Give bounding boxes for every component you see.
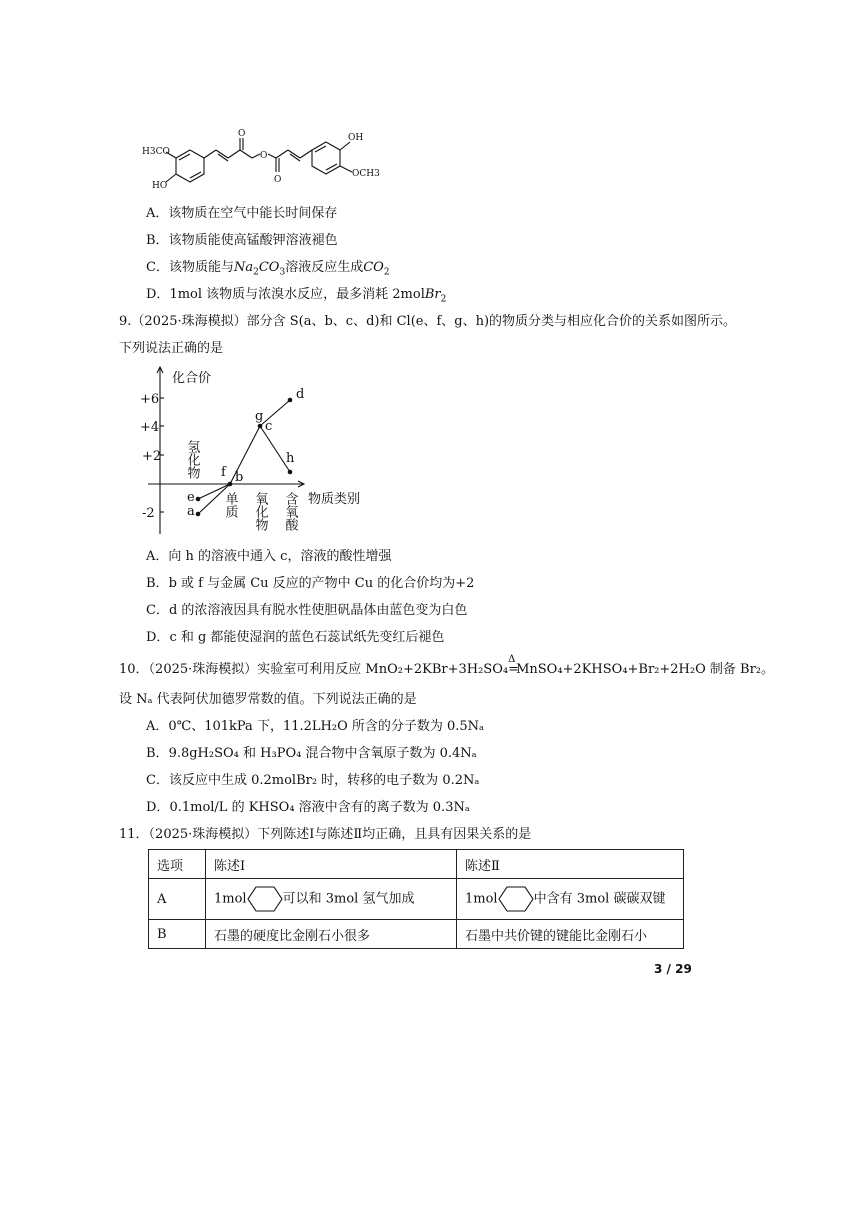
option-letter: B． bbox=[146, 233, 169, 248]
y-tick-label: +6 bbox=[140, 392, 160, 407]
option-letter: A． bbox=[146, 549, 169, 564]
left-benzene-ring bbox=[176, 150, 204, 182]
point-f-b bbox=[228, 482, 233, 487]
option-letter: B． bbox=[146, 576, 169, 591]
point-h bbox=[288, 470, 293, 475]
header-option: 选项 bbox=[149, 850, 206, 879]
y-tick-label: +2 bbox=[142, 449, 162, 464]
point-label-h: h bbox=[286, 451, 295, 466]
q9-stem-2: 下列说法正确的是 bbox=[119, 341, 224, 356]
option-letter: A． bbox=[146, 719, 169, 734]
point-g-c bbox=[258, 424, 263, 429]
option-text: b 或 f 与金属 Cu 反应的产物中 Cu 的化合价均为+2 bbox=[168, 576, 475, 591]
option-text: 该物质在空气中能长时间保存 bbox=[168, 206, 338, 221]
point-label-c: c bbox=[265, 419, 273, 434]
row-statement-2 bbox=[457, 879, 684, 920]
point-label-f: f bbox=[221, 465, 226, 480]
q8-option-c bbox=[146, 259, 390, 282]
option-text: 该物质能使高锰酸钾溶液褪色 bbox=[168, 233, 338, 248]
y-axis-label: 化合价 bbox=[172, 371, 212, 386]
option-letter: D． bbox=[146, 630, 170, 645]
row-statement-1 bbox=[206, 879, 457, 920]
point-label-e: e bbox=[187, 490, 195, 505]
option-letter: C． bbox=[146, 603, 169, 618]
q9-stem: 9.（2025·珠海模拟）部分含 S(a、b、c、d)和 Cl(e、f、g、h)的物质分类与相应化合价的关系如图所示。 bbox=[119, 314, 737, 329]
option-letter: B． bbox=[146, 746, 169, 761]
formula-part: Na bbox=[233, 260, 254, 275]
y-tick-label: -2 bbox=[142, 506, 155, 521]
q9-option-b bbox=[146, 575, 474, 593]
formula-sub: 2 bbox=[440, 294, 447, 305]
row-statement-1: 石墨的硬度比金刚石小很多 bbox=[206, 920, 457, 949]
table-row bbox=[149, 879, 684, 920]
formula-sub: 3 bbox=[279, 267, 286, 278]
keto-o-label: O bbox=[238, 129, 246, 139]
option-text: 该反应中生成 0.2molBr₂ 时，转移的电子数为 0.2Nₐ bbox=[168, 773, 480, 788]
q8-option-d bbox=[146, 286, 446, 309]
formula-sub: 2 bbox=[253, 267, 259, 278]
cell-text: 1mol bbox=[465, 891, 498, 907]
formula-part: Br bbox=[424, 287, 441, 302]
option-text: 向 h 的溶液中通入 c，溶液的酸性增强 bbox=[168, 549, 392, 564]
row-statement-2: 石墨中共价键的键能比金刚石小 bbox=[457, 920, 684, 949]
point-a bbox=[196, 512, 201, 517]
option-letter: C． bbox=[146, 773, 169, 788]
y-tick-label: +4 bbox=[140, 420, 160, 435]
option-text: 0℃、101kPa 下，11.2LH₂O 所含的分子数为 0.5Nₐ bbox=[168, 719, 485, 734]
cell-text: 1mol bbox=[214, 891, 247, 907]
table-row bbox=[149, 920, 684, 949]
left-top-label: H3CO bbox=[142, 147, 170, 157]
option-text: 该物质能与 bbox=[168, 260, 234, 275]
row-option: A bbox=[149, 879, 206, 920]
option-letter: D． bbox=[146, 800, 170, 815]
option-text: 9.8gH₂SO₄ 和 H₃PO₄ 混合物中含氧原子数为 0.4Nₐ bbox=[168, 746, 477, 761]
table-header-row bbox=[149, 850, 684, 879]
point-label-b: b bbox=[235, 470, 244, 485]
q10-stem bbox=[119, 654, 775, 679]
row-option: B bbox=[149, 920, 206, 949]
formula-sub: 2 bbox=[383, 267, 390, 278]
q10-option-c bbox=[146, 772, 479, 790]
left-bottom-label: HO bbox=[152, 181, 168, 191]
category-element: 单质 bbox=[222, 492, 238, 518]
ester-o-label: O bbox=[260, 151, 268, 161]
benzene-ring-icon bbox=[498, 885, 534, 913]
q10-option-a bbox=[146, 718, 484, 736]
cell-text: 可以和 3mol 氢气加成 bbox=[282, 891, 415, 907]
point-label-g: g bbox=[255, 409, 264, 424]
option-text: c 和 g 都能使湿润的蓝色石蕊试纸先变红后褪色 bbox=[169, 630, 445, 645]
cell-text: 中含有 3mol 碳碳双键 bbox=[533, 891, 666, 907]
heat-equals-sign: Δ = bbox=[508, 661, 516, 679]
right-benzene-ring bbox=[312, 142, 340, 174]
q8-option-b bbox=[146, 232, 338, 250]
point-d bbox=[288, 398, 293, 403]
q9-option-d bbox=[146, 629, 444, 647]
header-statement-2: 陈述Ⅱ bbox=[457, 850, 684, 879]
formula-part: CO bbox=[258, 260, 280, 275]
statement-table bbox=[148, 849, 684, 949]
q10-option-b bbox=[146, 745, 477, 763]
valence-category-chart bbox=[140, 364, 380, 540]
category-oxyacid: 含氧酸 bbox=[282, 492, 298, 531]
benzene-ring-icon bbox=[247, 885, 283, 913]
option-text: 0.1mol/L 的 KHSO₄ 溶液中含有的离子数为 0.3Nₐ bbox=[169, 800, 470, 815]
option-text: 溶液反应生成 bbox=[285, 260, 364, 275]
page-number: 3 / 29 bbox=[654, 962, 692, 976]
category-hydride: 氢化物 bbox=[184, 440, 200, 479]
carbonyl-o-label: O bbox=[274, 175, 282, 185]
header-statement-1: 陈述Ⅰ bbox=[206, 850, 457, 879]
q9-option-a bbox=[146, 548, 391, 566]
point-label-a: a bbox=[187, 504, 195, 519]
q10-stem-part: MnSO₄+2KHSO₄+Br₂+2H₂O 制备 Br₂。 bbox=[516, 662, 775, 677]
formula-part: CO bbox=[363, 260, 384, 275]
right-top-label: OH bbox=[348, 133, 364, 143]
q11-stem: 11．（2025·珠海模拟）下列陈述Ⅰ与陈述Ⅱ均正确，且具有因果关系的是 bbox=[119, 827, 532, 842]
q9-option-c bbox=[146, 602, 467, 620]
option-text: 1mol 该物质与浓溴水反应，最多消耗 2mol bbox=[169, 287, 425, 302]
q8-option-a bbox=[146, 205, 337, 223]
q10-stem-part: 10．（2025·珠海模拟）实验室可利用反应 MnO₂+2KBr+3H₂SO₄ bbox=[119, 662, 509, 677]
q10-stem-2: 设 Nₐ 代表阿伏加德罗常数的值。下列说法正确的是 bbox=[119, 692, 417, 707]
right-side-label: OCH3 bbox=[352, 169, 380, 179]
point-e bbox=[196, 497, 201, 502]
category-oxide: 氧化物 bbox=[252, 492, 268, 531]
q10-option-d bbox=[146, 799, 470, 817]
point-label-d: d bbox=[296, 387, 305, 402]
option-letter: A． bbox=[146, 206, 169, 221]
x-axis-label: 物质类别 bbox=[308, 492, 361, 507]
option-text: d 的浓溶液因具有脱水性使胆矾晶体由蓝色变为白色 bbox=[168, 603, 468, 618]
option-letter: D． bbox=[146, 287, 170, 302]
delta-symbol: Δ bbox=[508, 654, 516, 665]
molecular-structure-diagram bbox=[140, 128, 400, 198]
option-letter: C． bbox=[146, 260, 169, 275]
